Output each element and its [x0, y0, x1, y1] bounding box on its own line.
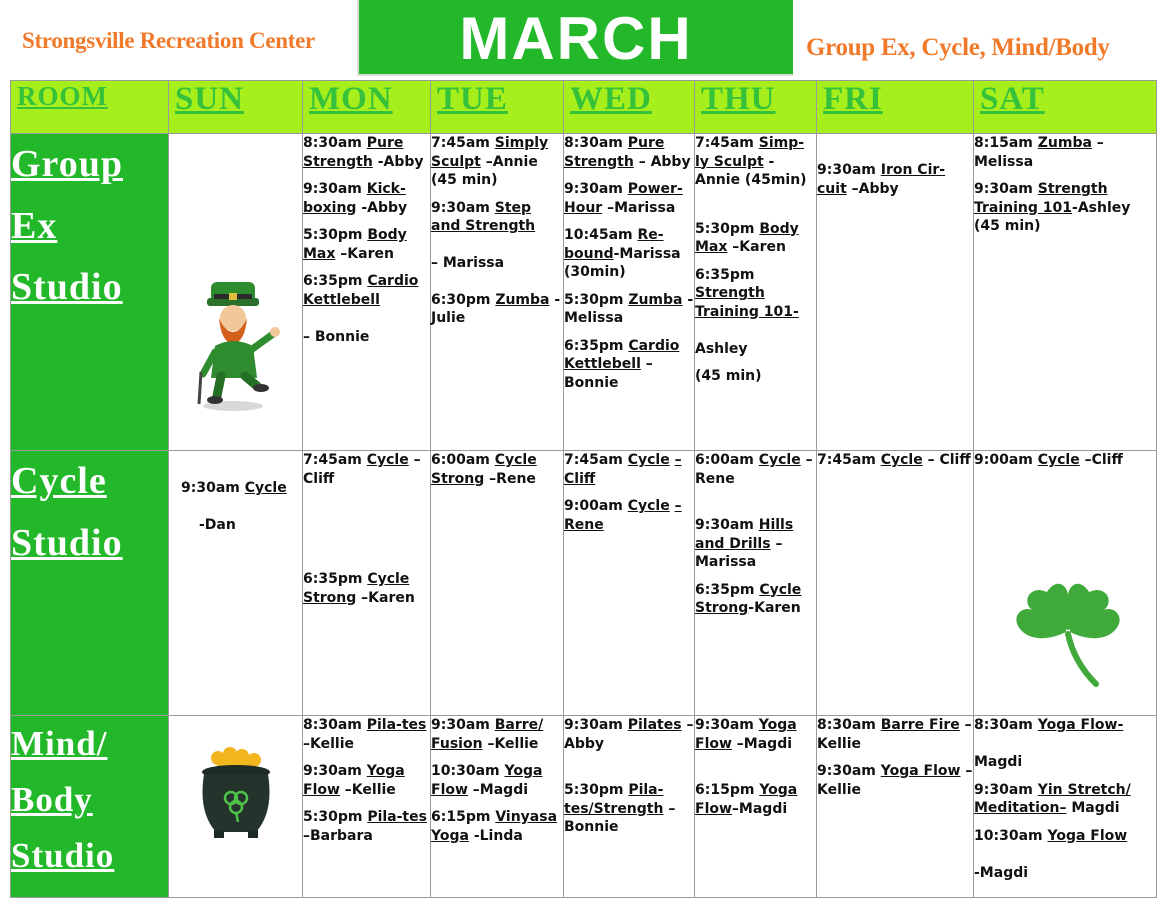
class-entry: 9:30am Pilates –Abby [564, 717, 694, 752]
cell-cycle-sat [974, 451, 1157, 716]
class-entry: 5:30pm Pila-tes –Barbara [303, 809, 427, 844]
class-entry: 9:00am Cycle –Rene [564, 498, 682, 533]
cell-mind-mon [303, 716, 431, 898]
class-entry: 9:30am Yoga Flow –Kellie [817, 763, 973, 798]
class-entry: 9:30am Hills and Drills – Marissa [695, 517, 794, 570]
class-entry: 6:15pm Vinyasa Yoga -Linda [431, 809, 558, 844]
class-entry: 9:30am Yoga Flow –Kellie [303, 763, 405, 798]
room-name: Ex [11, 204, 58, 247]
room-name: Group [11, 143, 124, 185]
class-entry: 7:45am Cycle –Cliff [564, 452, 682, 487]
class-entry: 9:30am Strength Training 101-Ashley (45 min) [974, 181, 1131, 234]
class-entry: 6:15pm Yoga Flow–Magdi [695, 782, 798, 817]
class-entry: (45 min) [695, 368, 762, 384]
class-entry: 10:30am Yoga Flow -Magdi [974, 827, 1128, 881]
class-entry: 9:30am Power-Hour –Marissa [564, 181, 683, 216]
class-entry: 6:35pm Cardio Kettlebell – Bonnie [564, 337, 680, 391]
cell-mind-fri [817, 716, 974, 898]
row-mind-body [11, 716, 1157, 898]
row-cycle [11, 451, 1157, 716]
class-entry: 9:30am Yoga Flow –Magdi [695, 717, 797, 752]
class-entry: 5:30pm Zumba -Melissa [564, 291, 694, 326]
class-entry: 9:30am Iron Cir-cuit –Abby [817, 162, 946, 197]
class-entry: 7:45am Simp-ly Sculpt - Annie (45min) [695, 135, 807, 188]
pot-of-gold-illustration [196, 742, 276, 842]
leprechaun-illustration [181, 246, 291, 416]
cell-cycle-sun [169, 451, 303, 716]
cell-group-sat [974, 134, 1157, 451]
class-entry: 6:35pm Strength Training 101- Ashley [695, 266, 799, 357]
cell-group-wed [564, 134, 695, 451]
cell-cycle-tue [431, 451, 564, 716]
room-cycle [11, 451, 169, 716]
room-mind-body [11, 716, 169, 898]
class-entry: 9:00am Cycle –Cliff [974, 452, 1123, 468]
room-name: Body [11, 780, 93, 819]
org-name: Strongsville Recreation Center [22, 28, 315, 53]
cell-group-tue [431, 134, 564, 451]
class-entry: 7:45am Cycle – Cliff [817, 452, 971, 468]
class-entry: 9:30am Kick-boxing -Abby [303, 181, 408, 216]
rooms-label: Group Ex, Cycle, Mind/Body [806, 34, 1110, 61]
header-thu: THU [695, 81, 817, 134]
cell-mind-sun [169, 716, 303, 898]
room-name: Studio [11, 836, 115, 875]
class-entry: 9:30am Barre/ Fusion –Kellie [431, 717, 544, 752]
cell-mind-wed [564, 716, 695, 898]
header-tue: TUE [431, 81, 564, 134]
schedule-table [10, 80, 1157, 898]
class-entry: 8:30am Yoga Flow- Magdi [974, 717, 1124, 770]
cell-cycle-mon [303, 451, 431, 716]
cell-cycle-thu [695, 451, 817, 716]
class-entry: 10:45am Re-bound-Marissa (30min) [564, 227, 681, 280]
cell-group-thu [695, 134, 817, 451]
cell-mind-sat [974, 716, 1157, 898]
class-entry: 5:30pm Pila-tes/Strength – Bonnie [564, 782, 676, 835]
class-entry: 6:35pm Cardio Kettlebell – Bonnie [303, 273, 419, 345]
class-entry: 8:15am Zumba – Melissa [974, 135, 1104, 170]
room-name: Studio [11, 521, 123, 564]
month-title: MARCH [459, 5, 693, 72]
class-entry: 7:45am Simply Sculpt –Annie (45 min) [431, 135, 549, 188]
header-sun: SUN [169, 81, 303, 134]
cell-group-mon [303, 134, 431, 451]
cell-mind-thu [695, 716, 817, 898]
room-name: Mind/ [11, 724, 108, 763]
class-entry: 8:30am Pure Strength – Abby [564, 135, 691, 170]
header-fri: FRI [817, 81, 974, 134]
cell-group-fri [817, 134, 974, 451]
header-mon: MON [303, 81, 431, 134]
shamrock-illustration [1004, 572, 1134, 690]
header-row [11, 81, 1157, 134]
cell-cycle-wed [564, 451, 695, 716]
class-entry: 6:30pm Zumba -Julie [431, 291, 561, 326]
class-entry: 6:35pm Cycle Strong –Karen [303, 571, 415, 606]
header-wed: WED [564, 81, 695, 134]
room-name: Studio [11, 266, 123, 309]
class-entry: 5:30pm Body Max –Karen [303, 227, 407, 262]
row-group-ex [11, 134, 1157, 451]
class-entry: 9:30am Cycle -Dan [181, 480, 287, 533]
cell-group-sun [169, 134, 303, 451]
class-entry: 7:45am Cycle –Cliff [303, 452, 421, 487]
class-entry: 6:35pm Cycle Strong-Karen [695, 581, 802, 616]
class-entry: 8:30am Pure Strength -Abby [303, 135, 424, 170]
cell-mind-tue [431, 716, 564, 898]
room-name: Cycle [11, 460, 107, 502]
class-entry: 9:30am Yin Stretch/ Meditation– Magdi [974, 781, 1131, 816]
class-entry: 5:30pm Body Max –Karen [695, 220, 799, 255]
header-room: ROOM [11, 81, 169, 134]
room-group-ex [11, 134, 169, 451]
class-entry: 8:30am Pila-tes –Kellie [303, 717, 427, 752]
cell-cycle-fri [817, 451, 974, 716]
header-sat: SAT [974, 81, 1157, 134]
class-entry: 8:30am Barre Fire –Kellie [817, 717, 972, 752]
month-banner [357, 0, 793, 76]
class-entry: 6:00am Cycle –Rene [695, 452, 813, 487]
class-entry: 6:00am Cycle Strong –Rene [431, 452, 537, 487]
class-entry: 10:30am Yoga Flow –Magdi [431, 763, 543, 798]
class-entry: 9:30am Step and Strength – Marissa [431, 199, 536, 271]
